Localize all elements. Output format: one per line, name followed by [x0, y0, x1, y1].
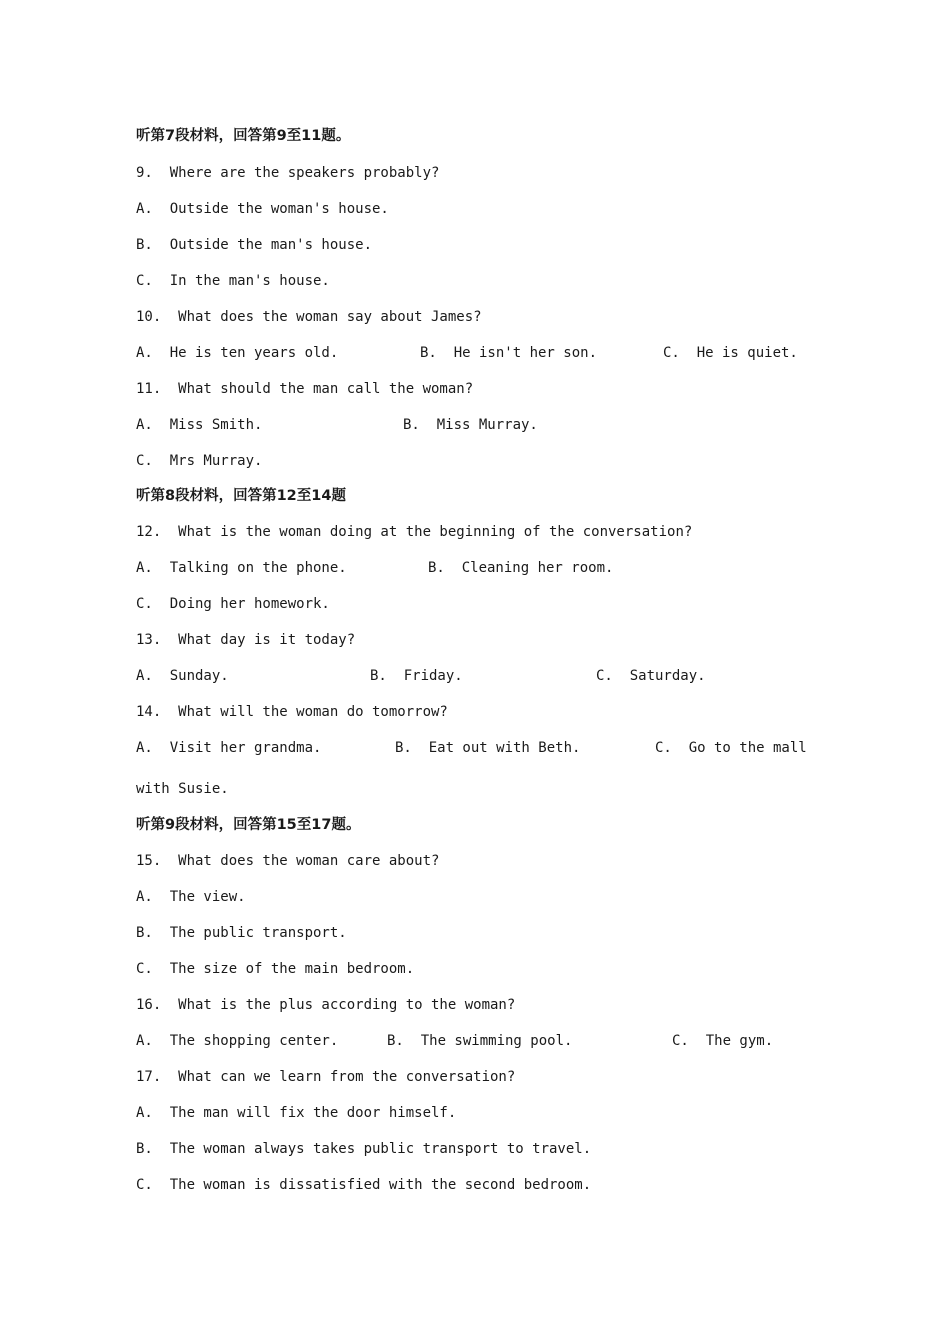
answer-option: C. The gym.	[672, 1033, 774, 1049]
question-stem: 16. What is the plus according to the woman?	[136, 997, 516, 1013]
answer-option: A. Sunday.	[136, 668, 229, 684]
section-heading: 听第9段材料，回答第15至17题。	[136, 817, 361, 833]
answer-option: B. Friday.	[370, 668, 463, 684]
answer-option: B. The swimming pool.	[387, 1033, 573, 1049]
question-stem: 9. Where are the speakers probably?	[136, 165, 440, 181]
answer-option: C. The woman is dissatisfied with the second bedroom.	[136, 1177, 592, 1193]
answer-option: A. The man will fix the door himself.	[136, 1105, 457, 1121]
question-stem: 15. What does the woman care about?	[136, 853, 440, 869]
section-heading: 听第7段材料，回答第9至11题。	[136, 128, 351, 144]
question-stem: 13. What day is it today?	[136, 632, 356, 648]
answer-option: B. Miss Murray.	[403, 417, 538, 433]
answer-option: B. Eat out with Beth.	[395, 740, 581, 756]
answer-option: B. Cleaning her room.	[428, 560, 614, 576]
answer-option: C. Doing her homework.	[136, 596, 330, 612]
answer-option: A. The shopping center.	[136, 1033, 339, 1049]
answer-option: B. He isn't her son.	[420, 345, 598, 361]
answer-option: B. Outside the man's house.	[136, 237, 373, 253]
question-stem: 14. What will the woman do tomorrow?	[136, 704, 448, 720]
answer-option: A. Outside the woman's house.	[136, 201, 389, 217]
answer-option: A. He is ten years old.	[136, 345, 339, 361]
answer-option: B. The woman always takes public transport to travel.	[136, 1141, 592, 1157]
section-heading: 听第8段材料，回答第12至14题	[136, 488, 346, 504]
answer-option: C. The size of the main bedroom.	[136, 961, 415, 977]
answer-option: A. The view.	[136, 889, 246, 905]
answer-option-continued: with Susie.	[136, 781, 229, 797]
answer-option: C. In the man's house.	[136, 273, 330, 289]
answer-option: C. Mrs Murray.	[136, 453, 263, 469]
question-stem: 11. What should the man call the woman?	[136, 381, 474, 397]
answer-option: A. Miss Smith.	[136, 417, 263, 433]
answer-option: A. Visit her grandma.	[136, 740, 322, 756]
question-stem: 10. What does the woman say about James?	[136, 309, 482, 325]
question-stem: 17. What can we learn from the conversation?	[136, 1069, 516, 1085]
answer-option: C. He is quiet.	[663, 345, 798, 361]
question-stem: 12. What is the woman doing at the beginning of the conversation?	[136, 524, 693, 540]
answer-option: C. Saturday.	[596, 668, 706, 684]
answer-option: B. The public transport.	[136, 925, 347, 941]
answer-option: C. Go to the mall	[655, 740, 807, 756]
answer-option: A. Talking on the phone.	[136, 560, 347, 576]
